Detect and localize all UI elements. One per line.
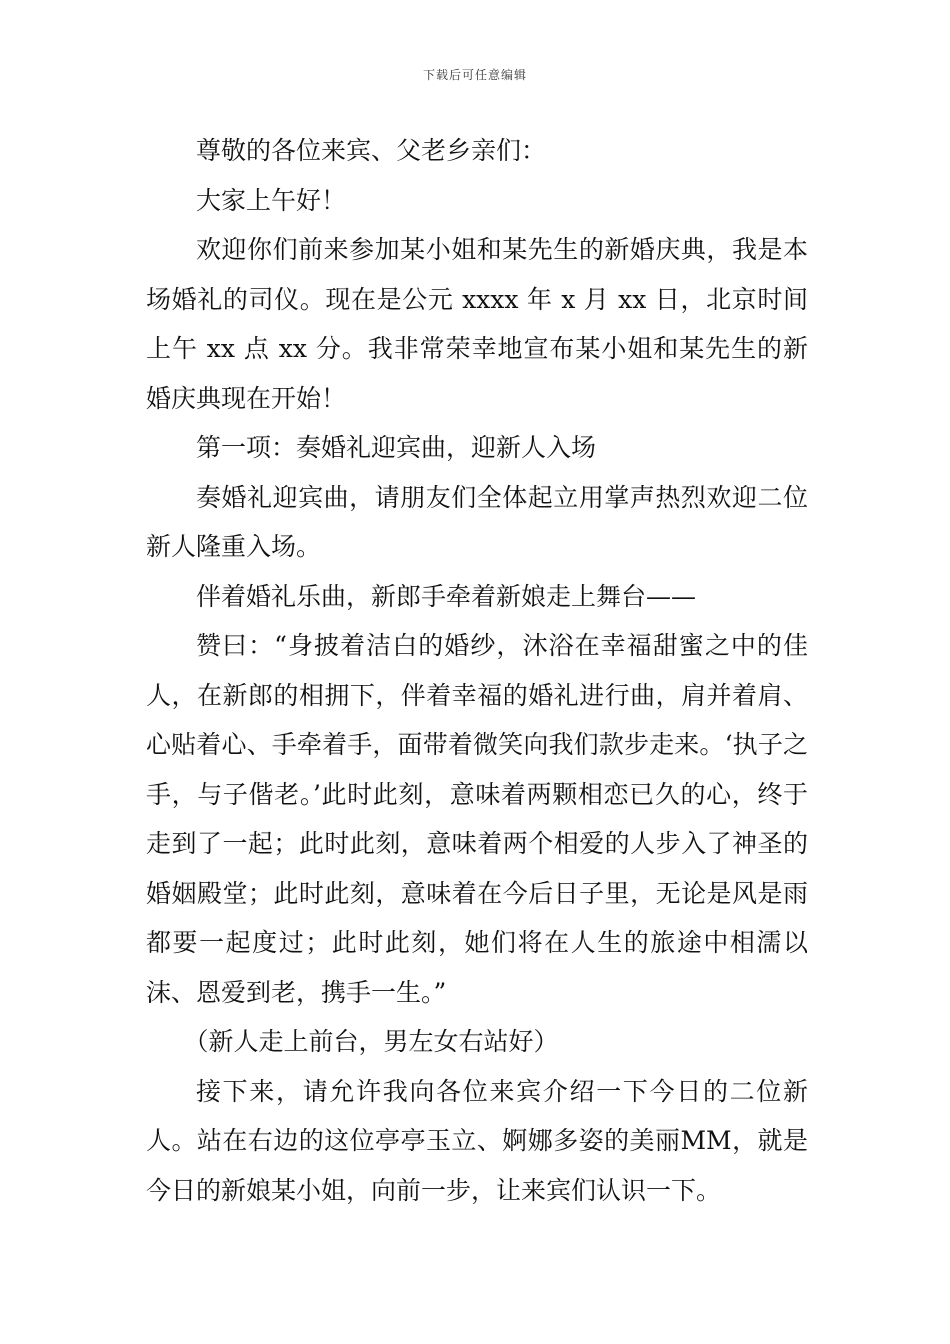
paragraph-introduction: 接下来，请允许我向各位来宾介绍一下今日的二位新人。站在右边的这位亭亭玉立、婀娜多姿的美丽MM，就是今日的新娘某小姐，向前一步，让来宾们认识一下。 [146,1076,808,1205]
paragraph-entrance: 奏婚礼迎宾曲，请朋友们全体起立用掌声热烈欢迎二位新人隆重入场。 [146,482,808,561]
paragraph-greeting: 尊敬的各位来宾、父老乡亲们： [196,136,547,165]
paragraph-music: 伴着婚礼乐曲，新郎手牵着新娘走上舞台—— [196,581,697,611]
document-body [146,126,808,1215]
paragraph-praise: 赞曰：“身披着洁白的婚纱，沐浴在幸福甜蜜之中的佳人，在新郎的相拥下，伴着幸福的婚礼进行曲，肩并着肩、心贴着心、手牵着手，面带着微笑向我们款步走来。‘执子之手，与子偕老。’此时此刻，意味着两颗相恋已久的心，终于走到了一起；此时此刻，意味着两个相爱的人步入了神圣的婚姻殿堂；此时此刻，意味着在今后日子里，无论是风是雨都要一起度过；此时此刻，她们将在人生的旅途中相濡以沫、恩爱到老，携手一生。” [146,631,808,1007]
paragraph-stage-direction: （新人走上前台，男左女右站好） [183,1027,559,1056]
page-header-note: 下载后可任意编辑 [422,68,527,82]
paragraph-item-one-title: 第一项：奏婚礼迎宾曲，迎新人入场 [196,433,597,462]
paragraph-good-morning: 大家上午好！ [196,185,347,215]
paragraph-welcome: 欢迎你们前来参加某小姐和某先生的新婚庆典，我是本场婚礼的司仪。现在是公元 xxxx 年 x 月 xx 日，北京时间上午 xx 点 xx 分。我非常荣幸地宣布某小姐和某先生的新婚庆典现在开始！ [146,235,808,413]
